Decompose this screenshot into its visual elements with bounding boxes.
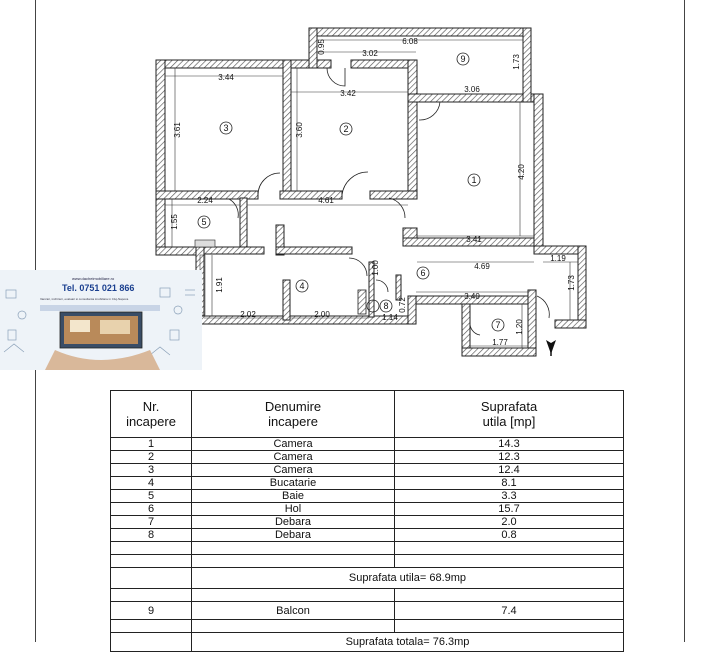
dim-label: 2.02 bbox=[240, 310, 256, 319]
header-area: Suprafata utila [mp] bbox=[395, 391, 624, 438]
table-row-empty bbox=[111, 542, 624, 555]
table-row: 3 Camera 12.4 bbox=[111, 464, 624, 477]
table-row: 2 Camera 12.3 bbox=[111, 451, 624, 464]
advert-phone: Tel. 0751 021 866 bbox=[62, 283, 135, 293]
dim-label: 6.08 bbox=[402, 37, 418, 46]
dim-label: 0.95 bbox=[317, 39, 326, 55]
dim-label: 1.20 bbox=[515, 319, 524, 335]
dim-label: 2.00 bbox=[314, 310, 330, 319]
dim-label: 3.41 bbox=[466, 235, 482, 244]
table-row-empty bbox=[111, 555, 624, 568]
table-row: 4 Bucatarie 8.1 bbox=[111, 477, 624, 490]
dim-label: 1.14 bbox=[382, 313, 398, 322]
dim-label: 4.69 bbox=[474, 262, 490, 271]
dim-label: 4.20 bbox=[517, 164, 526, 180]
room-number: 3 bbox=[223, 123, 229, 133]
room-number: 5 bbox=[201, 217, 207, 227]
room-number: 7 bbox=[495, 320, 501, 330]
advert-subtitle: Vanzari, inchirieri, evaluari si consultanta imobiliara in Cluj-Napoca bbox=[40, 297, 129, 301]
total-area-row bbox=[111, 633, 624, 652]
page-border-left-lower bbox=[35, 370, 36, 642]
table-row: 6 Hol 15.7 bbox=[111, 503, 624, 516]
room-number: 6 bbox=[420, 268, 426, 278]
door-swings bbox=[229, 68, 549, 335]
room-number: 1 bbox=[471, 175, 477, 185]
dim-label: 1.77 bbox=[492, 338, 508, 347]
table-row-empty bbox=[111, 589, 624, 602]
room-table bbox=[110, 390, 624, 652]
room-number: 2 bbox=[343, 124, 349, 134]
kitchen-fixture bbox=[358, 290, 366, 314]
room-number: 9 bbox=[460, 54, 466, 64]
useful-area-total: Suprafata utila= 68.9mp bbox=[192, 568, 624, 589]
room-number: 4 bbox=[299, 281, 305, 291]
total-area: Suprafata totala= 76.3mp bbox=[192, 633, 624, 652]
table-row: 8 Debara 0.8 bbox=[111, 529, 624, 542]
dim-label: 1.19 bbox=[550, 254, 566, 263]
useful-area-row bbox=[111, 568, 624, 589]
balcony-row: 9 Balcon 7.4 bbox=[111, 602, 624, 620]
dim-label: 4.61 bbox=[318, 196, 334, 205]
agency-advert bbox=[0, 270, 202, 370]
header-nr: Nr. incapere bbox=[111, 391, 192, 438]
dim-label: 3.60 bbox=[295, 122, 304, 138]
dim-label: 1.73 bbox=[512, 54, 521, 70]
dim-label: 3.61 bbox=[173, 122, 182, 138]
dim-label: 3.40 bbox=[464, 292, 480, 301]
table-row: 1 Camera 14.3 bbox=[111, 438, 624, 451]
dim-label: 3.42 bbox=[340, 89, 356, 98]
header-name: Denumire incapere bbox=[192, 391, 395, 438]
dim-label: 3.02 bbox=[362, 49, 378, 58]
dim-label: 3.44 bbox=[218, 73, 234, 82]
table-row-empty bbox=[111, 620, 624, 633]
dim-label: 1.55 bbox=[170, 214, 179, 230]
table-header bbox=[111, 391, 624, 438]
advert-site: www.dacheimobiliare.ro bbox=[72, 276, 115, 281]
bath-fixture bbox=[195, 240, 215, 247]
table-row: 5 Baie 3.3 bbox=[111, 490, 624, 503]
dim-label: 0.72 bbox=[398, 297, 407, 313]
dim-label: 1.91 bbox=[215, 277, 224, 293]
table-row: 7 Debara 2.0 bbox=[111, 516, 624, 529]
dim-label: 2.24 bbox=[197, 196, 213, 205]
room-number: 8 bbox=[383, 301, 389, 311]
dim-label: 1.73 bbox=[567, 275, 576, 291]
dim-label: 1.00 bbox=[371, 260, 380, 276]
dim-label: 3.06 bbox=[464, 85, 480, 94]
